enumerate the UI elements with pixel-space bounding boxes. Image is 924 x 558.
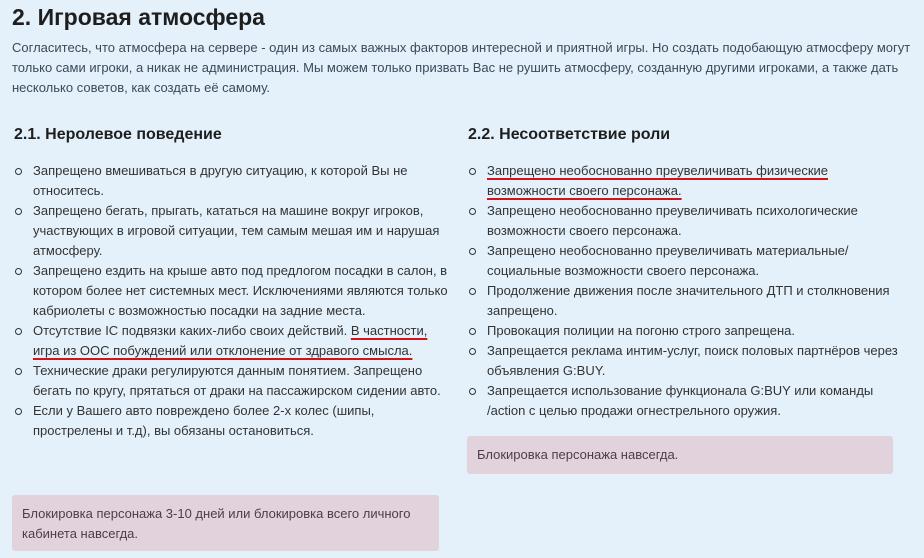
rule-text: Провокация полиции на погоню строго запрещена. (487, 323, 795, 338)
bullet-icon (15, 408, 22, 415)
list-item (468, 161, 898, 201)
intro-paragraph: Согласитесь, что атмосфера на сервере - один из самых важных факторов интересной и приятной игры. Но создать подобающую атмосферу могут только сами игроки, а никак не администрация. Мы можем только призвать Вас не рушить атмосферу, созданную другими игроками, а также дать несколько советов, как создать её самому. (12, 40, 911, 95)
bullet-icon (469, 208, 476, 215)
punishment-notice-role-mismatch: Блокировка персонажа навсегда. (467, 436, 893, 474)
rule-text: Запрещено вмешиваться в другую ситуацию, к которой Вы не относитесь. (33, 163, 408, 198)
rule-text: Продолжение движения после значительного ДТП и столкновения запрещено. (487, 283, 890, 318)
list-item (14, 401, 454, 441)
rule-text: Если у Вашего авто повреждено более 2-х колес (шипы, прострелены и т.д), вы обязаны остановиться. (33, 403, 375, 438)
bullet-icon (15, 208, 22, 215)
bullet-icon (15, 368, 22, 375)
list-item (14, 321, 454, 361)
rule-text: Запрещено необоснованно преувеличивать материальные/социальные возможности своего персонажа. (487, 243, 849, 278)
rule-text: Запрещено необоснованно преувеличивать психологические возможности своего персонажа. (487, 203, 858, 238)
rule-text-underlined: В частности, игра из OOC побуждений или отклонение от здравого смысла. (33, 323, 428, 358)
bullet-icon (469, 168, 476, 175)
bullet-icon (469, 248, 476, 255)
list-item (468, 381, 898, 421)
bullet-icon (469, 288, 476, 295)
list-item (14, 261, 454, 321)
rule-text: Запрещено ездить на крыше авто под предлогом посадки в салон, в котором более нет системных мест. Исключениями являются только кабриолеты с возможностью посадки на задние места. (33, 263, 448, 318)
rule-text-underlined: Запрещено необоснованно преувеличивать физические возможности своего персонажа. (487, 163, 828, 198)
bullet-icon (469, 388, 476, 395)
rules-list-role-mismatch (468, 161, 898, 421)
bullet-icon (15, 328, 22, 335)
bullet-icon (15, 168, 22, 175)
rule-text: Запрещается использование функционала G:BUY или команды /action с целью продажи огнестрельного оружия. (487, 383, 874, 418)
list-item (468, 321, 898, 341)
list-item (468, 281, 898, 321)
list-item (14, 361, 454, 401)
rules-list-non-rp (14, 161, 454, 441)
rule-text: Запрещено бегать, прыгать, кататься на машине вокруг игроков, участвующих в игровой ситуации, тем самым мешая им и нарушая атмосферу. (33, 203, 440, 258)
list-item (468, 201, 898, 241)
list-item (468, 341, 898, 381)
section-title-non-rp: 2.1. Неролевое поведение (14, 126, 222, 143)
section-title-role-mismatch: 2.2. Несоответствие роли (468, 126, 671, 143)
list-item (14, 161, 454, 201)
bullet-icon (469, 328, 476, 335)
list-item (14, 201, 454, 261)
bullet-icon (15, 268, 22, 275)
rule-text: Запрещается реклама интим-услуг, поиск половых партнёров через объявления G:BUY. (487, 343, 898, 378)
punishment-notice-non-rp: Блокировка персонажа 3-10 дней или блокировка всего личного кабинета навсегда. (12, 495, 439, 551)
list-item (468, 241, 898, 281)
page-title: 2. Игровая атмосфера (12, 4, 265, 30)
rule-text: Технические драки регулируются данным понятием. Запрещено бегать по кругу, прятаться от драки на пассажирском сидении авто. (33, 363, 441, 398)
rule-text: Отсутствие IC подвязки каких-либо своих действий. (33, 323, 351, 338)
bullet-icon (469, 348, 476, 355)
